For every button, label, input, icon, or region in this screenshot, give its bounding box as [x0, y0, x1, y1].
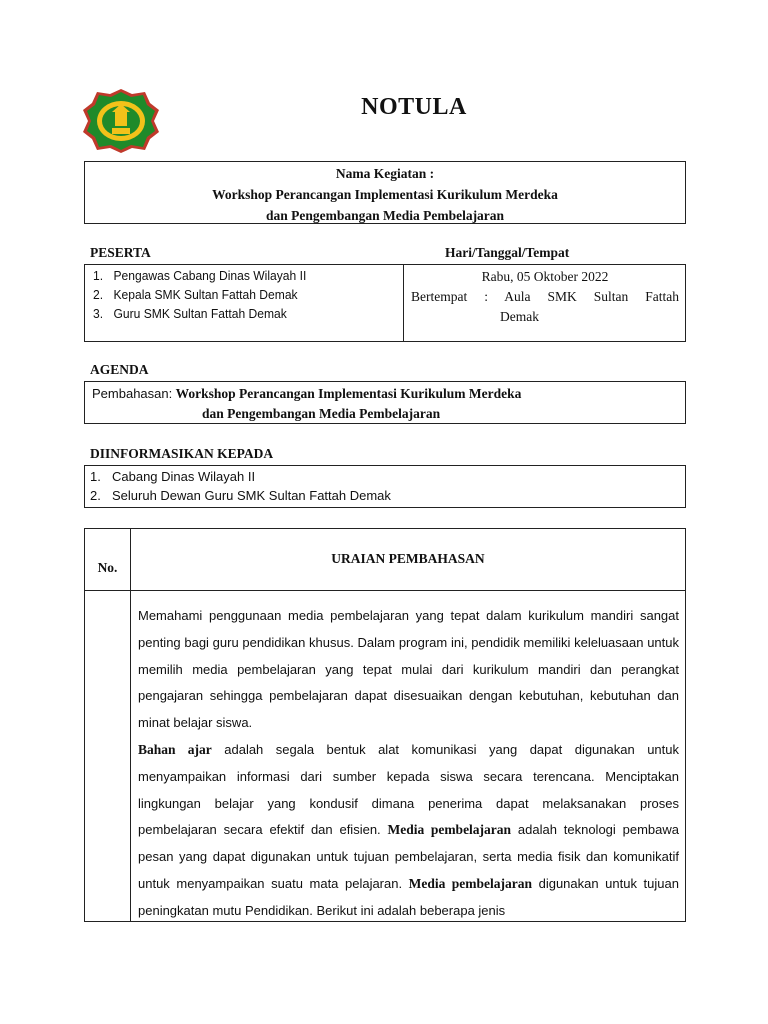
list-item: 2. Kepala SMK Sultan Fattah Demak	[93, 287, 298, 302]
meeting-place-line1: Bertempat : Aula SMK Sultan Fattah	[411, 289, 679, 304]
date-place-heading: Hari/Tanggal/Tempat	[445, 245, 570, 260]
discussion-table	[84, 528, 686, 922]
list-item: 2. Seluruh Dewan Guru SMK Sultan Fattah Demak	[90, 488, 391, 503]
participants-heading: PESERTA	[90, 245, 151, 260]
row-number-cell	[85, 591, 131, 922]
agenda-box	[84, 381, 686, 424]
activity-label: Nama Kegiatan :	[335, 166, 435, 181]
participants-table	[84, 264, 686, 342]
discussion-text	[131, 591, 685, 921]
agenda-title-line1: Workshop Perancangan Implementasi Kurikulum Merdeka	[175, 386, 522, 401]
agenda-line1	[92, 384, 521, 404]
informed-box	[84, 465, 686, 508]
column-divider	[403, 265, 404, 341]
informed-heading: DIINFORMASIKAN KEPADA	[90, 446, 274, 461]
agenda-title-line2: dan Pengembangan Media Pembelajaran	[202, 406, 441, 421]
activity-title-line1: Workshop Perancangan Implementasi Kurikulum Merdeka	[212, 187, 558, 202]
list-item: 3. Guru SMK Sultan Fattah Demak	[93, 306, 287, 321]
activity-name-box	[84, 161, 686, 224]
agenda-label: Pembahasan:	[92, 386, 173, 401]
agenda-heading: AGENDA	[90, 362, 149, 377]
discussion-cell	[131, 591, 686, 922]
participants-list	[93, 266, 306, 323]
paragraph-2: Bahan ajar adalah segala bentuk alat komunikasi yang dapat digunakan untuk menyampaikan informasi dari sumber kepada siswa secara terencana. Menciptakan lingkungan belajar yang kondusif dimana penerima dapat melaksanakan proses pembelajaran secara efektif dan efisien. Media pembelajaran adalah teknologi pembawa pesan yang dapat digunakan untuk tujuan pembelajaran, serta media fisik dan komunikatif untuk menyampaikan suatu mata pelajaran. Media pembelajaran digunakan untuk tujuan peningkatan mutu Pendidikan. Berikut ini adalah beberapa jenis	[138, 741, 679, 918]
column-header-no: No.	[85, 529, 131, 591]
paragraph-1: Memahami penggunaan media pembelajaran yang tepat dalam kurikulum mandiri sangat penting bagi guru pendidikan khusus. Dalam program ini, pendidik memiliki keleluasaan untuk memilih media pembelajaran yang tepat mulai dari kurikulum mandiri dan perangkat pengajaran sehingga pembelajaran dapat disesuaikan dengan kebutuhan, kebutuhan dan minat belajar siswa.	[138, 608, 679, 731]
list-item: 1. Pengawas Cabang Dinas Wilayah II	[93, 268, 307, 283]
list-item: 1. Cabang Dinas Wilayah II	[90, 469, 256, 484]
column-header-uraian: URAIAN PEMBAHASAN	[131, 529, 686, 591]
activity-title-line2: dan Pengembangan Media Pembelajaran	[265, 208, 505, 223]
meeting-date: Rabu, 05 Oktober 2022	[481, 269, 609, 284]
document-title: NOTULA	[361, 94, 467, 120]
meeting-place-line2: Demak	[500, 309, 539, 324]
